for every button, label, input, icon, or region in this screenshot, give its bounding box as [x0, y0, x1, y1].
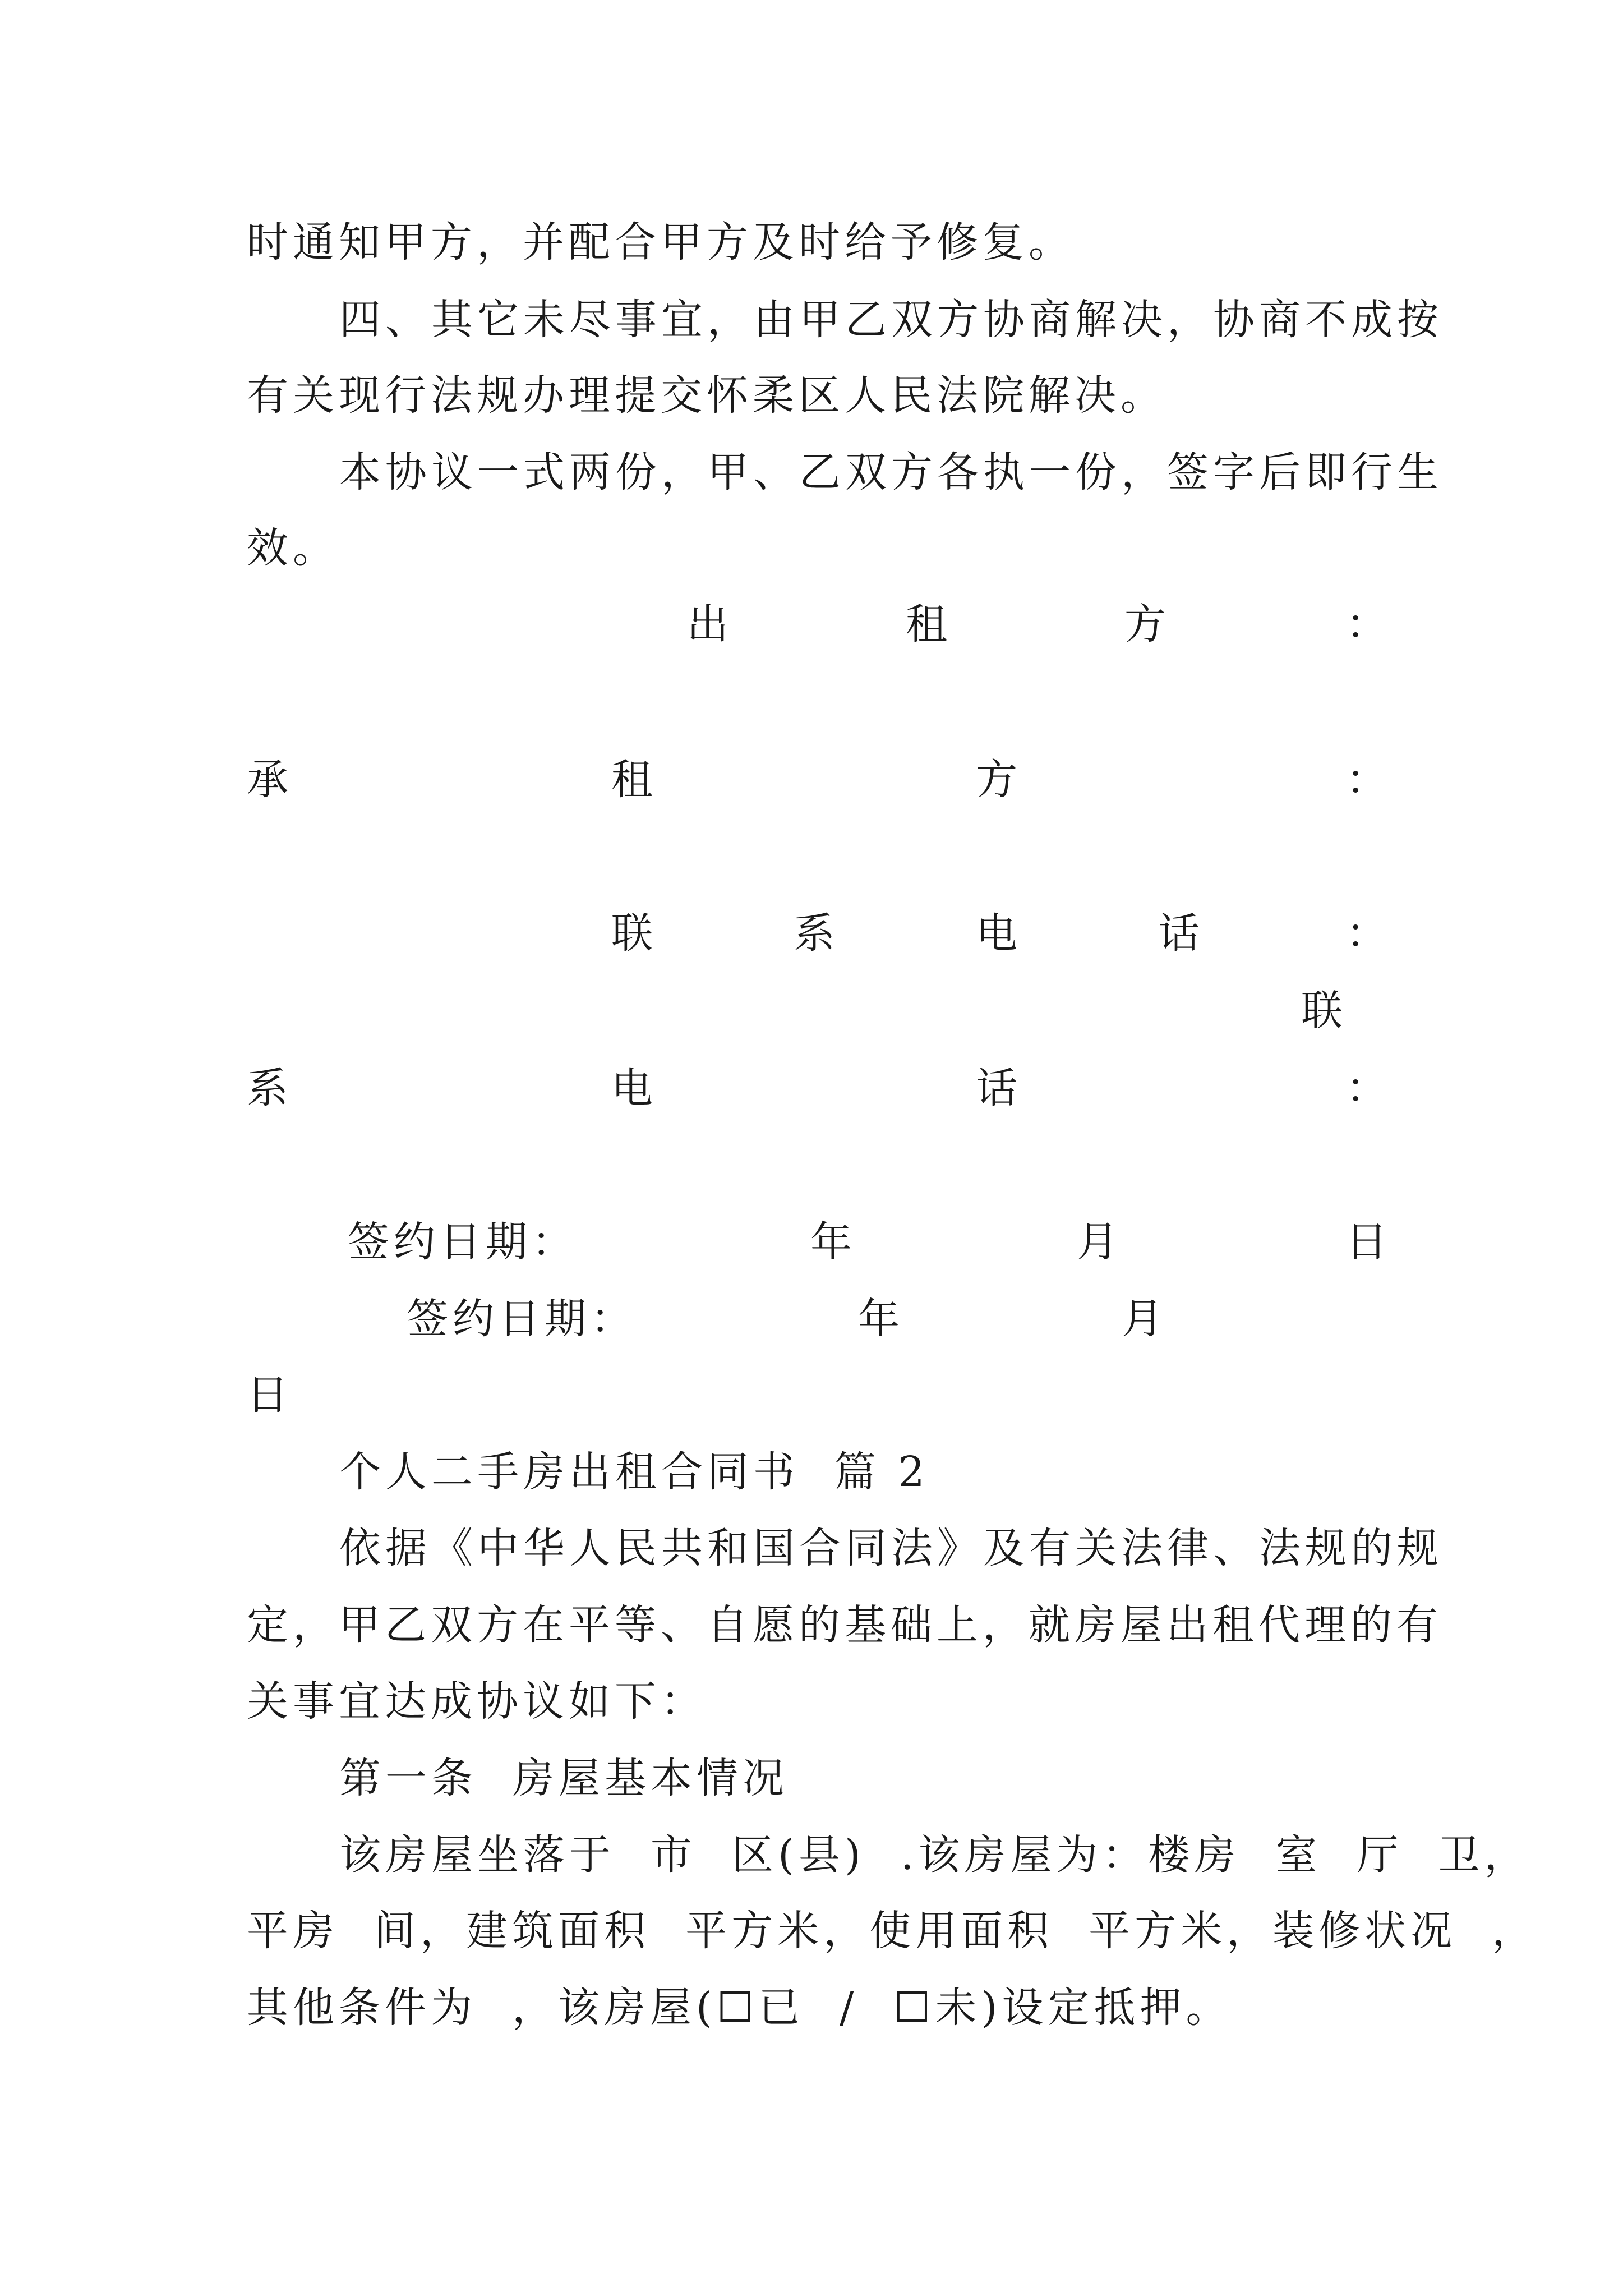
- colon: ：: [1346, 909, 1387, 958]
- text-line: 关事宜达成协议如下：: [247, 1677, 707, 1726]
- text-line: 四、其它未尽事宜，由甲乙双方协商解决，协商不成按: [339, 296, 1443, 344]
- lessee-char: 方: [976, 756, 1017, 804]
- text-line: 该房屋坐落于 市 区(县) .该房屋为：楼房 室 厅 卫，: [339, 1831, 1530, 1879]
- colon: ：: [1346, 1064, 1387, 1112]
- sign-date-label: 签约日期：: [407, 1295, 637, 1343]
- phone-char: 话: [1158, 909, 1200, 958]
- phone-char: 联: [611, 909, 653, 958]
- lessor-char: 租: [906, 600, 947, 648]
- text-line: 本协议一式两份，甲、乙双方各执一份，签字后即行生: [339, 448, 1443, 496]
- text-line: 时通知甲方，并配合甲方及时给予修复。: [247, 218, 1075, 266]
- day-label: 日: [247, 1371, 293, 1419]
- text-line: 其他条件为 ，该房屋(☐已 / ☐未)设定抵押。: [247, 1984, 1232, 2032]
- colon: ：: [1346, 756, 1387, 804]
- colon: ：: [1346, 600, 1387, 648]
- text-line: 定，甲乙双方在平等、自愿的基础上，就房屋出租代理的有: [247, 1601, 1442, 1649]
- lessee-char: 承: [247, 756, 288, 804]
- year-label: 年: [858, 1295, 900, 1343]
- lessee-char: 租: [611, 756, 653, 804]
- sign-date-label: 签约日期：: [348, 1218, 578, 1266]
- text-line: 有关现行法规办理提交怀柔区人民法院解决。: [247, 371, 1166, 420]
- text-line: 依据《中华人民共和国合同法》及有关法律、法规的规: [339, 1524, 1443, 1572]
- phone-char: 系: [247, 1064, 288, 1112]
- phone-char: 电: [976, 909, 1017, 958]
- month-label: 月: [1122, 1295, 1163, 1343]
- month-label: 月: [1077, 1218, 1118, 1266]
- text-line: 效。: [247, 524, 339, 572]
- article-title: 第一条 房屋基本情况: [339, 1754, 789, 1802]
- phone-char: 联: [1301, 987, 1343, 1035]
- lessor-char: 方: [1124, 600, 1166, 648]
- lessor-char: 出: [687, 600, 728, 648]
- year-label: 年: [810, 1218, 852, 1266]
- phone-char: 系: [794, 909, 835, 958]
- text-line: 平房 间，建筑面积 平方米，使用面积 平方米，装修状况 ，: [247, 1907, 1538, 1955]
- phone-char: 电: [611, 1064, 653, 1112]
- phone-char: 话: [976, 1064, 1017, 1112]
- section-title: 个人二手房出租合同书 篇 2: [339, 1448, 929, 1496]
- day-label: 日: [1346, 1218, 1387, 1266]
